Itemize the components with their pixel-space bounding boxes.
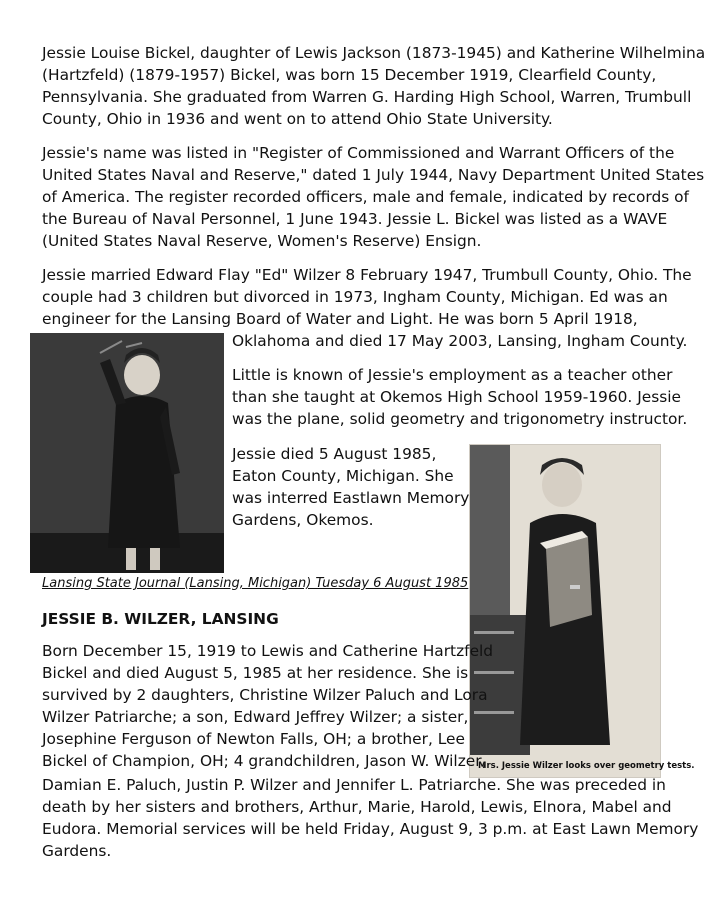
photo-caption: Mrs. Jessie Wilzer looks over geometry tests. xyxy=(478,761,695,771)
obituary-line: Wilzer Patriarche; a son, Edward Jeffrey Wilzer; a sister, xyxy=(42,708,469,726)
obituary-line: death by her sisters and brothers, Arthur, Marie, Harold, Lewis, Elnora, Mabel and xyxy=(42,798,672,816)
obituary-heading: JESSIE B. WILZER, LANSING xyxy=(42,610,279,628)
obituary-line: Gardens. xyxy=(42,842,112,860)
obituary-line: Born December 15, 1919 to Lewis and Catherine Hartzfeld xyxy=(42,642,494,660)
obituary-line: Eudora. Memorial services will be held Friday, August 9, 3 p.m. at East Lawn Memory xyxy=(42,820,699,838)
paragraph-3-line: couple had 3 children but divorced in 1973, Ingham County, Michigan. Ed was an xyxy=(42,288,668,306)
paragraph-2-line: Jessie's name was listed in "Register of Commissioned and Warrant Officers of the xyxy=(42,144,675,162)
obituary-line: Bickel of Champion, OH; 4 grandchildren, Jason W. Wilzer, xyxy=(42,752,487,770)
paragraph-5-line: Jessie died 5 August 1985, xyxy=(232,445,437,463)
paragraph-2-line: of America. The register recorded officers, male and female, indicated by records of xyxy=(42,188,689,206)
paragraph-2-line: the Bureau of Naval Personnel, 1 June 1943. Jessie L. Bickel was listed as a WAVE xyxy=(42,210,668,228)
obituary-line: Josephine Ferguson of Newton Falls, OH; a brother, Lee xyxy=(42,730,465,748)
paragraph-3-line: engineer for the Lansing Board of Water and Light. He was born 5 April 1918, xyxy=(42,310,638,328)
file-cabinet-photo-illustration xyxy=(470,445,660,777)
obituary-line: Bickel and died August 5, 1985 at her residence. She is xyxy=(42,664,469,682)
paragraph-1-line: Pennsylvania. She graduated from Warren G. Harding High School, Warren, Trumbull xyxy=(42,88,692,106)
file-cabinet-photo xyxy=(469,444,695,778)
chalkboard-photo-illustration xyxy=(30,333,224,573)
paragraph-5-line: Gardens, Okemos. xyxy=(232,511,374,529)
paragraph-5-line: was interred Eastlawn Memory xyxy=(232,489,470,507)
paragraph-4-line: than she taught at Okemos High School 1959-1960. Jessie xyxy=(232,388,682,406)
paragraph-4-line: Little is known of Jessie's employment as a teacher other xyxy=(232,366,673,384)
obituary-line: Damian E. Paluch, Justin P. Wilzer and Jennifer L. Patriarche. She was preceded in xyxy=(42,776,666,794)
paragraph-4-line: was the plane, solid geometry and trigonometry instructor. xyxy=(232,410,688,428)
paragraph-1-line: Jessie Louise Bickel, daughter of Lewis Jackson (1873-1945) and Katherine Wilhelmina xyxy=(42,44,705,62)
teacher-at-chalkboard-photo xyxy=(30,333,224,573)
paragraph-2-line: (United States Naval Reserve, Women's Reserve) Ensign. xyxy=(42,232,482,250)
obituary-line: survived by 2 daughters, Christine Wilzer Paluch and Lora xyxy=(42,686,488,704)
paragraph-1-line: County, Ohio in 1936 and went on to attend Ohio State University. xyxy=(42,110,553,128)
paragraph-3-line: Oklahoma and died 17 May 2003, Lansing, Ingham County. xyxy=(232,332,688,350)
paragraph-3-line: Jessie married Edward Flay "Ed" Wilzer 8 February 1947, Trumbull County, Ohio. The xyxy=(42,266,692,284)
paragraph-1-line: (Hartzfeld) (1879-1957) Bickel, was born 15 December 1919, Clearfield County, xyxy=(42,66,657,84)
paragraph-5-line: Eaton County, Michigan. She xyxy=(232,467,454,485)
paragraph-2-line: United States Naval and Reserve," dated 1 July 1944, Navy Department United States xyxy=(42,166,705,184)
newspaper-source-caption: Lansing State Journal (Lansing, Michigan) Tuesday 6 August 1985 xyxy=(42,576,469,591)
